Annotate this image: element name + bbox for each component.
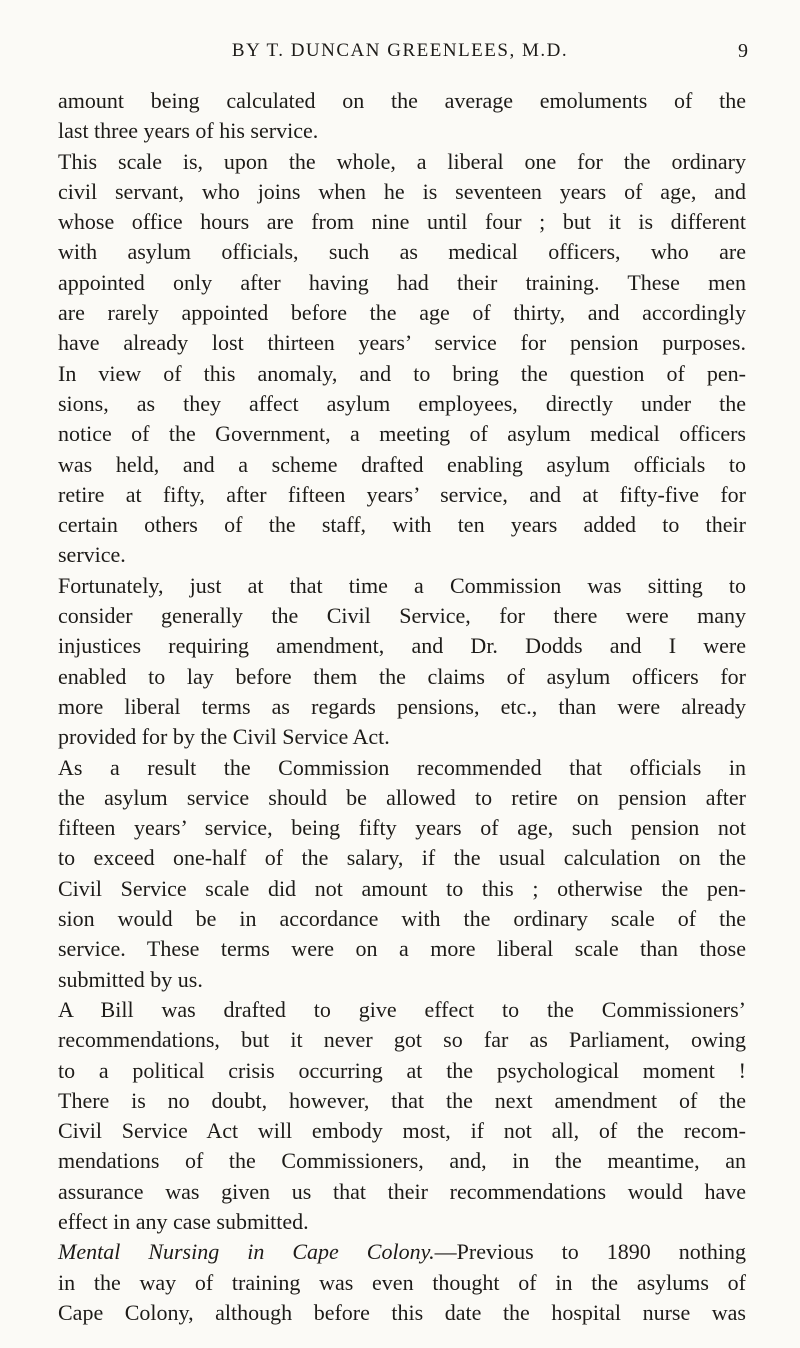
text-line: As a result the Commission recommended that officials in [58,754,746,780]
text-line: notice of the Government, a meeting of asylum medical officers [58,421,746,447]
text-line: amount being calculated on the average emoluments of the [58,88,746,113]
text-line: This scale is, upon the whole, a liberal one for the ordinary [58,148,746,174]
text-line: have already lost thirteen years’ service for pension purposes. [58,330,746,356]
text-line: service. These terms were on a more liberal scale than those [58,936,746,962]
text-line: sions, as they affect asylum employees, directly under the [58,390,746,416]
text-line: whose office hours are from nine until four ; but it is different [58,209,746,235]
text-line: to exceed one-half of the salary, if the usual calculation on the [58,845,746,871]
text-line: Fortunately, just at that time a Commission was sitting to [58,572,746,598]
text-line: civil servant, who joins when he is seventeen years of age, and [58,178,746,204]
text-line: retire at fifty, after fifteen years’ service, and at fifty-five for [58,481,746,507]
text-line: fifteen years’ service, being fifty years of age, such pension not [58,815,746,841]
text-line: sion would be in accordance with the ordinary scale of the [58,906,746,932]
text-line: enabled to lay before them the claims of asylum officers for [58,663,746,689]
text-line: certain others of the staff, with ten years added to their [58,512,746,538]
text-line-rest: —Previous to 1890 nothing [434,1239,746,1265]
text-line: In view of this anomaly, and to bring the question of pen- [58,360,746,386]
section-heading: Mental Nursing in Cape Colony. [58,1239,435,1265]
text-line: with asylum officials, such as medical officers, who are [58,239,746,265]
text-line: consider generally the Civil Service, for there were many [58,603,746,629]
text-line: injustices requiring amendment, and Dr. Dodds and I were [58,633,746,659]
text-line: assurance was given us that their recommendations would have [58,1178,746,1204]
text-line: recommendations, but it never got so far as Parliament, owing [58,1027,746,1053]
text-line: to a political crisis occurring at the psychological moment ! [58,1057,746,1083]
text-line: There is no doubt, however, that the next amendment of the [58,1087,746,1113]
running-head: BY T. DUNCAN GREENLEES, M.D. [231,40,569,61]
text-line: are rarely appointed before the age of thirty, and accordingly [58,300,746,326]
text-line: Civil Service Act will embody most, if not all, of the recom- [58,1118,746,1144]
body-text [58,86,746,1328]
text-line: service. [58,542,126,568]
text-line: the asylum service should be allowed to retire on pension after [58,784,746,810]
text-line [58,1237,746,1267]
text-line: submitted by us. [58,966,203,992]
text-line: Civil Service scale did not amount to this ; otherwise the pen- [58,875,746,901]
text-line: appointed only after having had their training. These men [58,269,746,295]
text-line: last three years of his service. [58,118,319,144]
text-line: was held, and a scheme drafted enabling asylum officials to [58,451,746,477]
text-line: in the way of training was even thought of in the asylums of [58,1269,746,1295]
text-line: more liberal terms as regards pensions, etc., than were already [58,693,746,719]
text-line: provided for by the Civil Service Act. [58,724,390,750]
page-number: 9 [738,40,748,62]
text-line: A Bill was drafted to give effect to the Commissioners’ [58,996,746,1022]
text-line: Cape Colony, although before this date the hospital nurse was [58,1299,746,1325]
text-line: effect in any case submitted. [58,1208,309,1234]
text-line: mendations of the Commissioners, and, in the meantime, an [58,1148,746,1174]
